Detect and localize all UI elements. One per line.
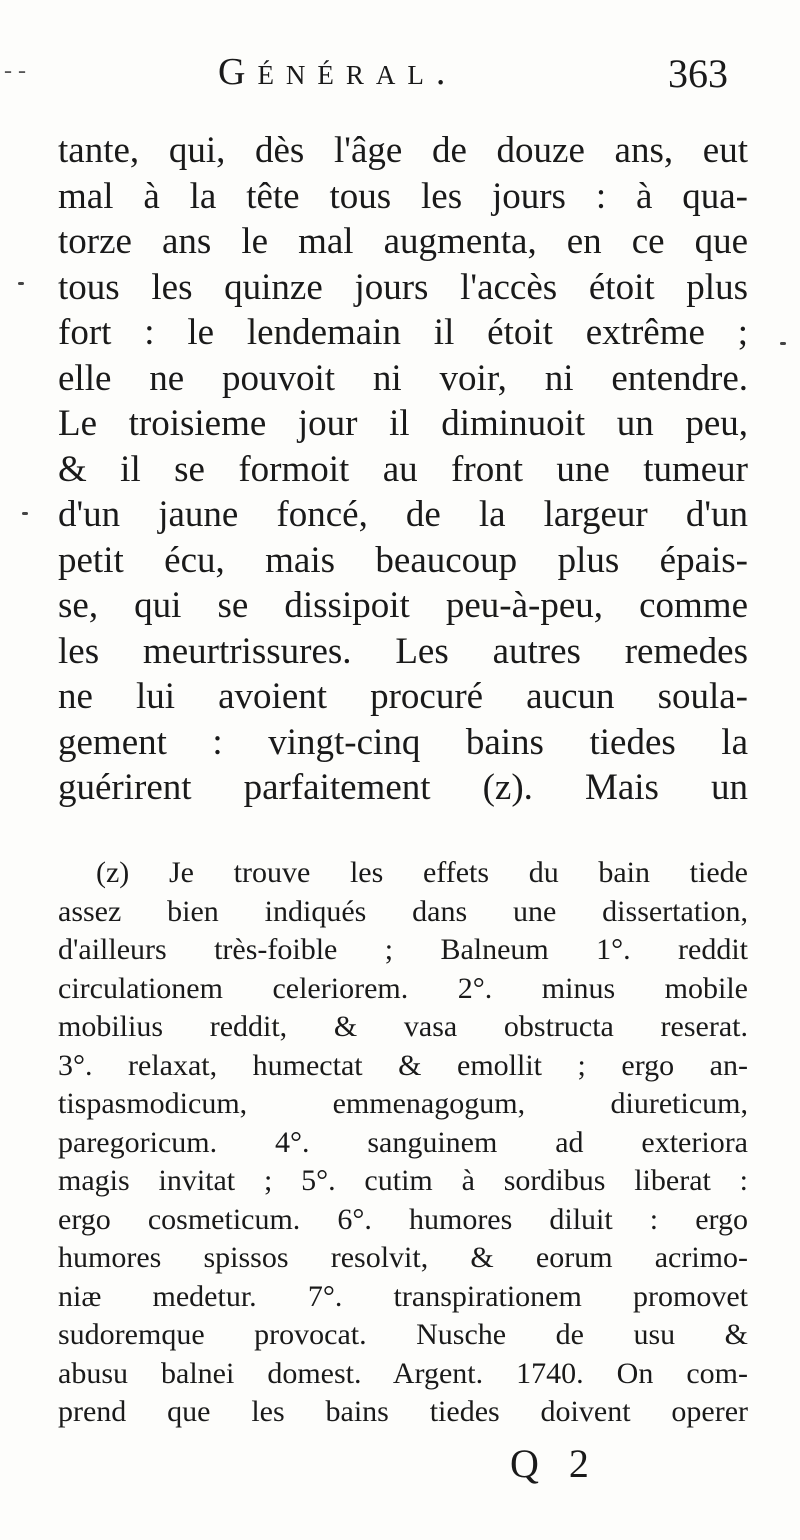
text-line: Le troisieme jour il diminuoit un peu,	[58, 403, 748, 444]
text-line: elle ne pouvoit ni voir, ni entendre.	[58, 357, 748, 399]
text-line: se, qui se dissipoit peu-à-peu, comme	[58, 585, 748, 626]
footnote-line: prend que les bains tiedes doivent operer	[58, 1395, 748, 1428]
footnote-line: circulationem celeriorem. 2°. minus mobile	[58, 971, 748, 1005]
footnote-line: niæ medetur. 7°. transpirationem promovet	[58, 1279, 748, 1313]
footnote-line: ergo cosmeticum. 6°. humores diluit : ergo	[58, 1202, 748, 1236]
text-line: fort : le lendemain il étoit extrême ;	[58, 312, 748, 353]
text-line: tante, qui, dès l'âge de douze ans, eut	[58, 130, 748, 171]
signature-mark: Q 2	[510, 1441, 599, 1486]
text-line: torze ans le mal augmenta, en ce que	[58, 221, 748, 262]
text-line: tous les quinze jours l'accès étoit plus	[58, 266, 748, 308]
scan-speck	[22, 512, 28, 515]
text-line: ne lui avoient procuré aucun soula-	[58, 676, 748, 717]
text-line: & il se formoit au front une tumeur	[58, 448, 748, 490]
footnote-line: paregoricum. 4°. sanguinem ad exteriora	[58, 1125, 748, 1159]
text-line: guérirent parfaitement (z). Mais un	[58, 767, 748, 808]
page-number: 363	[668, 51, 728, 96]
footnote-line: tispasmodicum, emmenagogum, diureticum,	[58, 1087, 748, 1120]
running-header	[0, 50, 800, 100]
text-line: gement : vingt-cinq bains tiedes la	[58, 721, 748, 763]
scan-speck	[780, 342, 786, 345]
footnote-line: (z) Je trouve les effets du bain tiede	[96, 856, 748, 889]
text-line: les meurtrissures. Les autres remedes	[58, 630, 748, 672]
scan-speck	[18, 282, 24, 285]
footnote-line: abusu balnei domest. Argent. 1740. On com-	[58, 1356, 748, 1390]
footnote-line: sudoremque provocat. Nusche de usu &	[58, 1318, 748, 1351]
footnote	[58, 854, 748, 1432]
footnote-line: mobilius reddit, & vasa obstructa reserat.	[58, 1010, 748, 1043]
margin-mark: - -	[4, 58, 26, 84]
text-line: d'un jaune foncé, de la largeur d'un	[58, 494, 748, 535]
text-line: mal à la tête tous les jours : à qua-	[58, 175, 748, 217]
footnote-line: magis invitat ; 5°. cutim à sordibus liberat :	[58, 1164, 748, 1197]
footnote-line: d'ailleurs très-foible ; Balneum 1°. reddit	[58, 933, 748, 966]
footnote-line: assez bien indiqués dans une dissertation,	[58, 894, 748, 928]
main-text	[58, 128, 748, 811]
running-title: Général.	[218, 51, 458, 93]
text-line: petit écu, mais beaucoup plus épais-	[58, 539, 748, 581]
footnote-line: humores spissos resolvit, & eorum acrimo-	[58, 1241, 748, 1274]
footnote-line: 3°. relaxat, humectat & emollit ; ergo an-	[58, 1048, 748, 1082]
